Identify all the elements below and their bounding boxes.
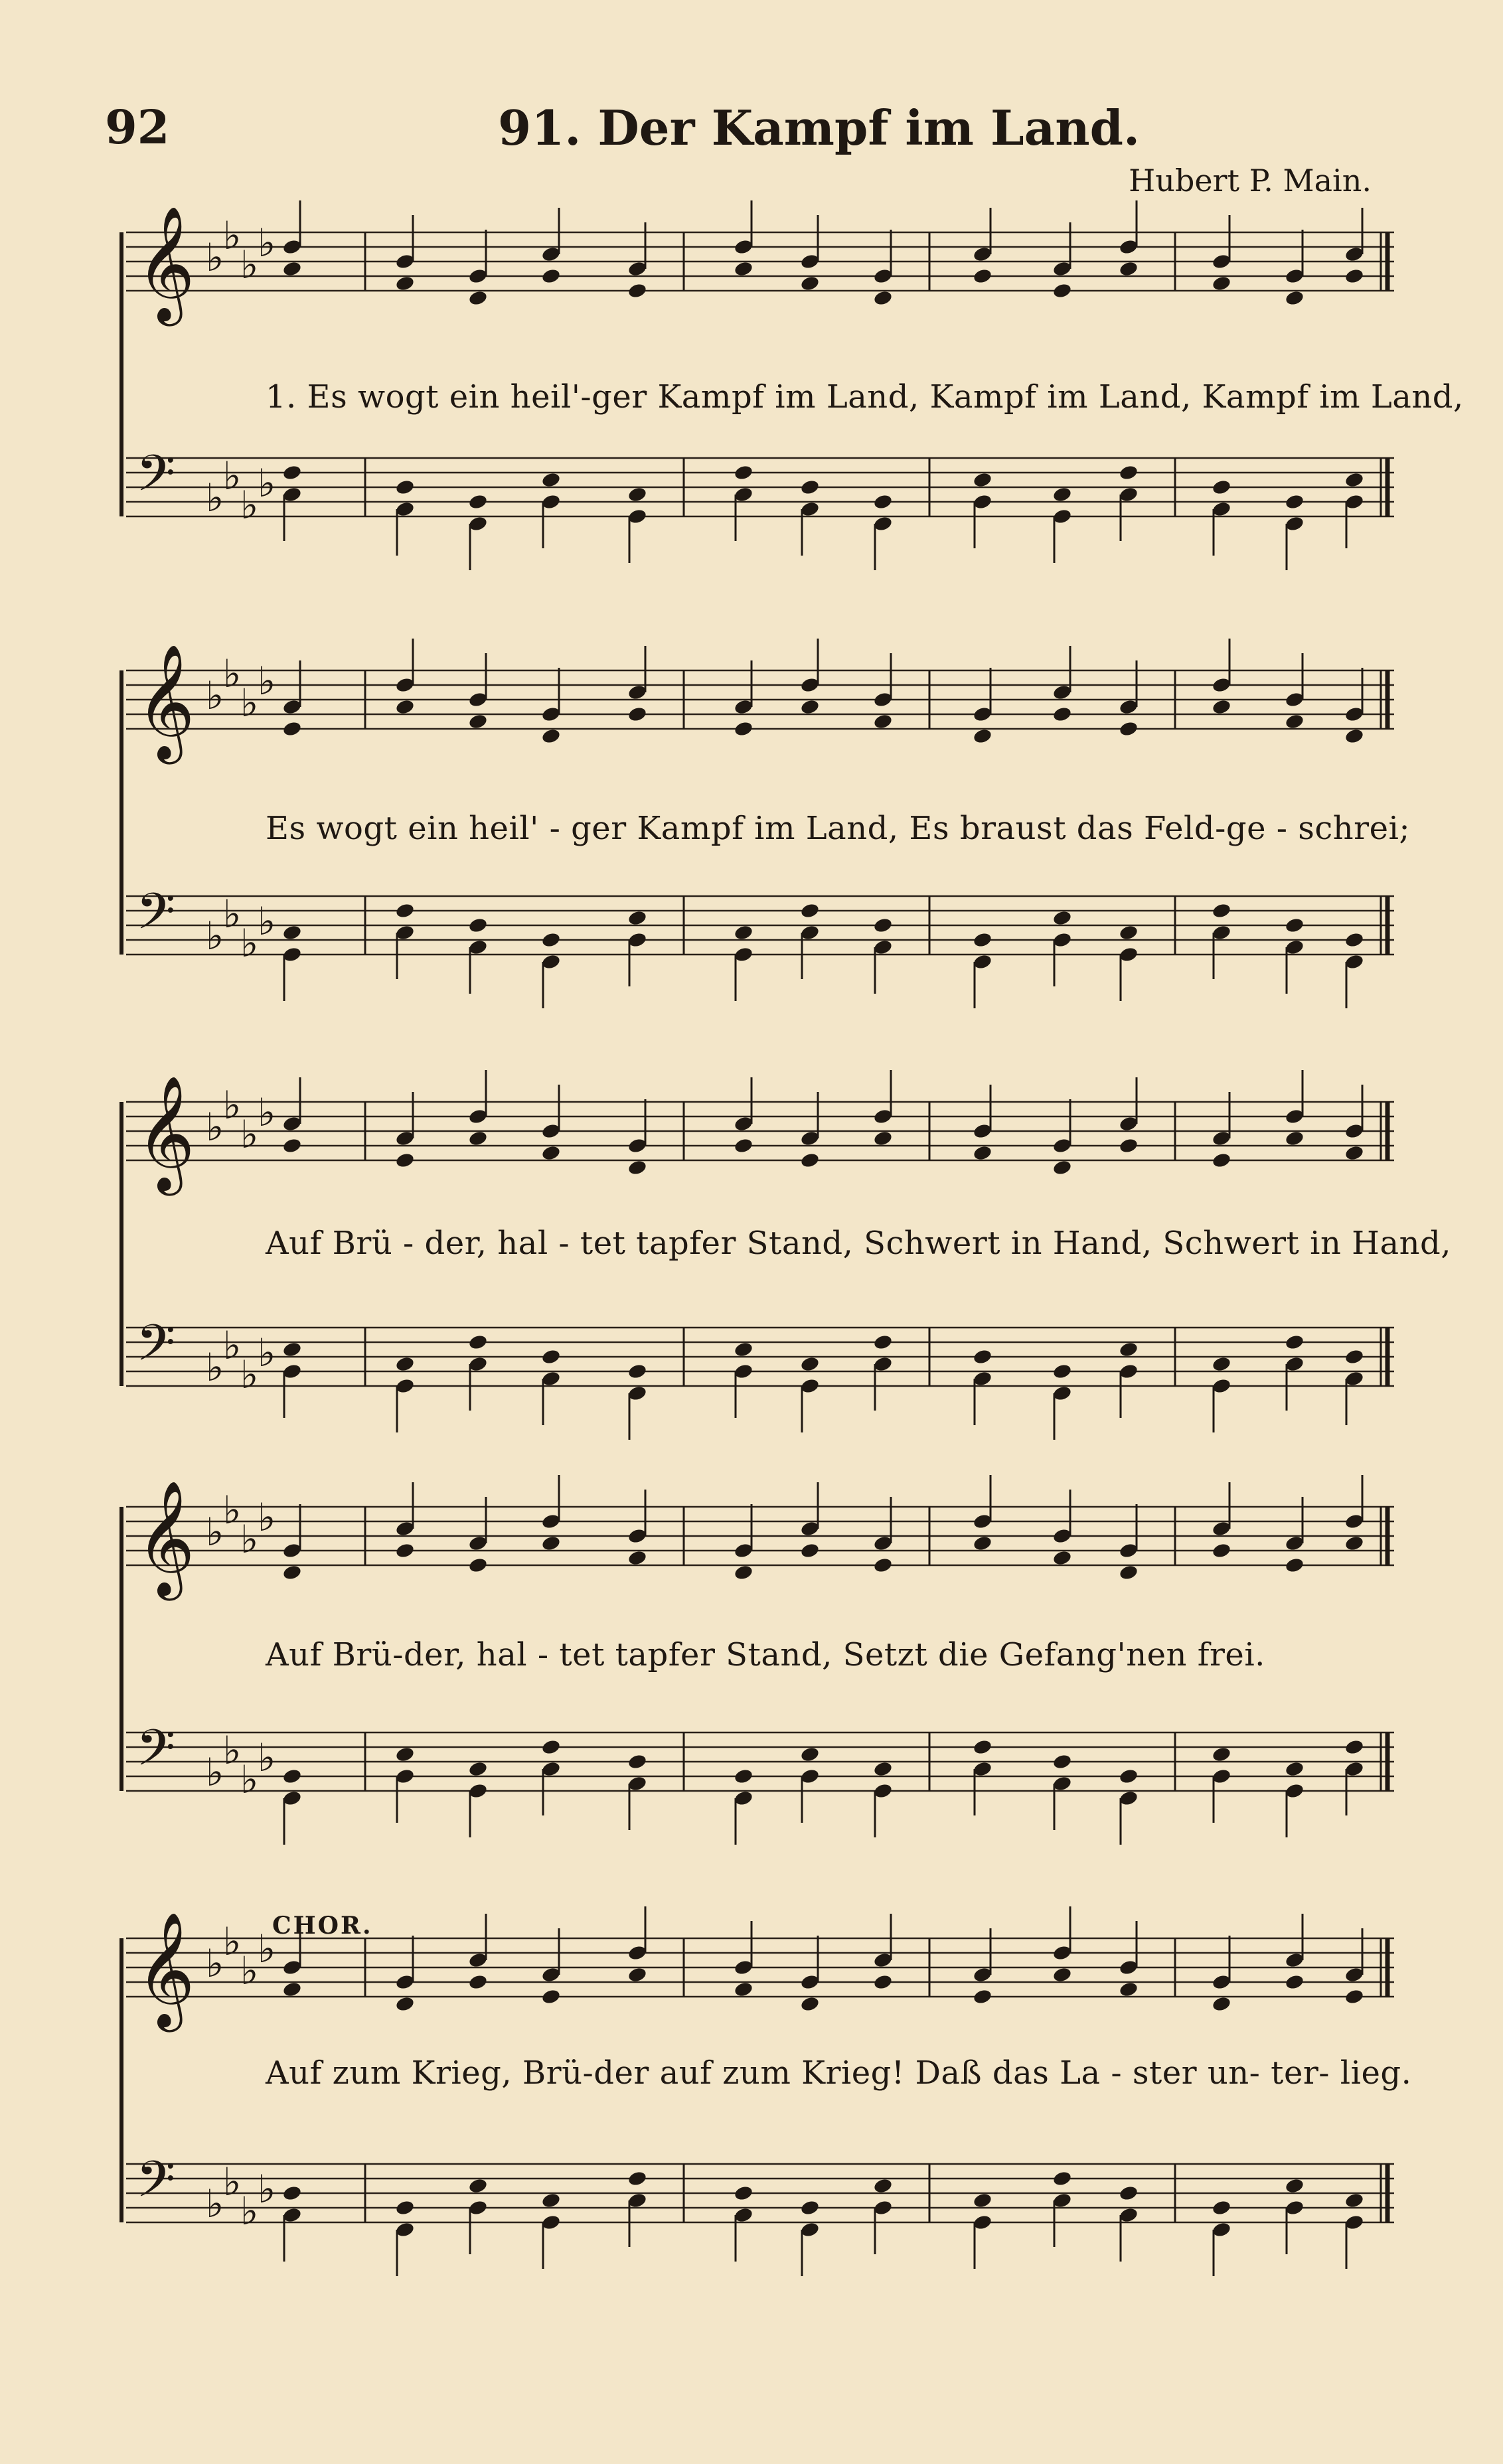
- treble-clef-icon: 𝄞: [136, 1075, 195, 1191]
- notehead: [1285, 1557, 1305, 1574]
- notehead: [541, 2192, 562, 2209]
- notehead: [1119, 1137, 1139, 1154]
- notehead: [734, 464, 754, 481]
- notehead: [282, 1981, 303, 1998]
- flat-icon: ♭: [240, 1112, 259, 1157]
- notehead: [734, 1341, 754, 1358]
- composer-credit: Hubert P. Main.: [1129, 163, 1372, 198]
- notehead: [873, 289, 894, 307]
- notehead: [873, 493, 894, 510]
- treble-clef-icon: 𝄞: [136, 644, 195, 759]
- notehead: [468, 1973, 489, 1991]
- notehead: [873, 1557, 894, 1574]
- notehead: [395, 1542, 416, 1559]
- notehead: [1285, 493, 1305, 510]
- flat-icon: ♭: [223, 1728, 242, 1773]
- notehead: [1052, 1549, 1073, 1567]
- notehead: [1285, 1334, 1305, 1351]
- flat-icon: ♭: [206, 475, 224, 520]
- notehead: [800, 275, 821, 292]
- notehead: [873, 1334, 894, 1351]
- notehead: [627, 282, 648, 299]
- flat-icon: ♭: [240, 2189, 259, 2234]
- notehead: [973, 1988, 993, 2005]
- notehead: [1212, 1995, 1232, 2013]
- notehead: [973, 471, 993, 489]
- lyric-line: Auf Brü-der, hal - tet tapfer Stand, Setzt die Gefang'nen frei.: [266, 1636, 1265, 1673]
- flat-icon: ♭: [223, 453, 242, 499]
- notehead: [1212, 1542, 1232, 1559]
- notehead: [1212, 479, 1232, 496]
- notehead: [973, 268, 993, 285]
- notehead: [873, 1973, 894, 1991]
- notehead: [282, 1137, 303, 1154]
- staff-notation: [106, 1480, 1407, 1852]
- lyric-line: Es wogt ein heil' - ger Kampf im Land, Es braust das Feld-ge - schrei;: [266, 810, 1411, 847]
- notehead: [873, 917, 894, 934]
- notehead: [1285, 917, 1305, 934]
- notehead: [1344, 1738, 1365, 1756]
- notehead: [1052, 1966, 1073, 1983]
- notehead: [395, 2199, 416, 2216]
- notehead: [468, 917, 489, 934]
- notehead: [1119, 1564, 1139, 1581]
- notehead: [282, 260, 303, 277]
- notehead: [973, 2192, 993, 2209]
- flat-icon: ♭: [258, 1090, 276, 1135]
- flat-icon: ♭: [240, 1757, 259, 1802]
- notehead: [800, 698, 821, 716]
- flat-icon: ♭: [223, 651, 242, 696]
- notehead: [627, 486, 648, 503]
- notehead: [1285, 1130, 1305, 1147]
- lyric-line: 1. Es wogt ein heil'-ger Kampf im Land, Kampf im Land, Kampf im Land,: [266, 378, 1464, 416]
- notehead: [734, 1137, 754, 1154]
- notehead: [541, 1738, 562, 1756]
- notehead: [1344, 1535, 1365, 1552]
- flat-icon: ♭: [258, 899, 276, 944]
- notehead: [1119, 2185, 1139, 2202]
- flat-icon: ♭: [258, 1735, 276, 1780]
- flat-icon: ♭: [240, 921, 259, 966]
- flat-icon: ♭: [240, 1948, 259, 1993]
- notehead: [800, 902, 821, 919]
- notehead: [541, 268, 562, 285]
- flat-icon: ♭: [206, 1345, 224, 1390]
- notehead: [800, 1152, 821, 1169]
- flat-icon: ♭: [258, 1926, 276, 1971]
- notehead: [973, 728, 993, 745]
- page-number: 92: [105, 100, 170, 155]
- notehead: [1212, 2199, 1232, 2216]
- notehead: [1285, 713, 1305, 730]
- system-bracket: [119, 1102, 123, 1386]
- notehead: [1285, 1760, 1305, 1778]
- notehead: [734, 1981, 754, 1998]
- staff-notation: [106, 1075, 1451, 1447]
- notehead: [468, 1557, 489, 1574]
- flat-icon: ♭: [258, 2167, 276, 2212]
- music-system-2: [106, 644, 1411, 1016]
- notehead: [873, 713, 894, 730]
- system-bracket: [119, 232, 123, 516]
- notehead: [873, 2177, 894, 2194]
- notehead: [1052, 282, 1073, 299]
- notehead: [1285, 2177, 1305, 2194]
- notehead: [1119, 464, 1139, 481]
- notehead: [282, 924, 303, 941]
- bass-clef-icon: 𝄢: [136, 2150, 176, 2221]
- notehead: [541, 471, 562, 489]
- chor-label: CHOR.: [272, 1912, 373, 1940]
- notehead: [734, 720, 754, 737]
- notehead: [873, 1130, 894, 1147]
- notehead: [468, 289, 489, 307]
- notehead: [1212, 698, 1232, 716]
- flat-icon: ♭: [258, 658, 276, 704]
- notehead: [627, 2170, 648, 2187]
- bass-clef-icon: 𝄢: [136, 1719, 176, 1790]
- flat-icon: ♭: [258, 220, 276, 266]
- flat-icon: ♭: [206, 1941, 224, 1986]
- notehead: [282, 1564, 303, 1581]
- notehead: [395, 275, 416, 292]
- notehead: [1052, 1363, 1073, 1380]
- notehead: [627, 706, 648, 723]
- notehead: [1344, 1144, 1365, 1162]
- notehead: [734, 1564, 754, 1581]
- bass-clef-icon: 𝄢: [136, 444, 176, 515]
- flat-icon: ♭: [223, 891, 242, 937]
- notehead: [1052, 486, 1073, 503]
- notehead: [1344, 1988, 1365, 2005]
- notehead: [541, 1988, 562, 2005]
- notehead: [1212, 1746, 1232, 1763]
- notehead: [1212, 902, 1232, 919]
- notehead: [1344, 728, 1365, 745]
- flat-icon: ♭: [240, 1352, 259, 1397]
- notehead: [734, 1768, 754, 1785]
- notehead: [627, 909, 648, 927]
- flat-icon: ♭: [223, 1083, 242, 1128]
- flat-icon: ♭: [240, 483, 259, 528]
- notehead: [973, 1348, 993, 1365]
- notehead: [1119, 260, 1139, 277]
- notehead: [395, 698, 416, 716]
- notehead: [973, 1738, 993, 1756]
- hymn-title: 91. Der Kampf im Land.: [498, 100, 1141, 156]
- notehead: [973, 1144, 993, 1162]
- notehead: [1212, 275, 1232, 292]
- flat-icon: ♭: [206, 2181, 224, 2226]
- notehead: [1344, 1348, 1365, 1365]
- notehead: [468, 1130, 489, 1147]
- notehead: [800, 479, 821, 496]
- flat-icon: ♭: [206, 1105, 224, 1150]
- notehead: [468, 2177, 489, 2194]
- notehead: [468, 1334, 489, 1351]
- flat-icon: ♭: [206, 235, 224, 280]
- notehead: [734, 260, 754, 277]
- flat-icon: ♭: [258, 1495, 276, 1540]
- flat-icon: ♭: [206, 913, 224, 959]
- system-bracket: [119, 1507, 123, 1791]
- music-system-1: [106, 206, 1464, 578]
- notehead: [468, 713, 489, 730]
- notehead: [1344, 2192, 1365, 2209]
- notehead: [800, 2199, 821, 2216]
- notehead: [734, 2185, 754, 2202]
- flat-icon: ♭: [223, 213, 242, 258]
- notehead: [541, 1348, 562, 1365]
- treble-clef-icon: 𝄞: [136, 1480, 195, 1596]
- flat-icon: ♭: [258, 1330, 276, 1375]
- flat-icon: ♭: [223, 1488, 242, 1533]
- system-bracket: [119, 670, 123, 955]
- bass-clef-icon: 𝄢: [136, 882, 176, 953]
- flat-icon: ♭: [206, 1509, 224, 1555]
- notehead: [627, 1549, 648, 1567]
- lyric-line: Auf zum Krieg, Brü-der auf zum Krieg! Daß das La - ster un- ter- lieg.: [266, 2054, 1412, 2092]
- notehead: [734, 924, 754, 941]
- notehead: [1344, 471, 1365, 489]
- notehead: [1344, 268, 1365, 285]
- notehead: [873, 1760, 894, 1778]
- notehead: [282, 464, 303, 481]
- notehead: [1052, 909, 1073, 927]
- notehead: [1212, 1355, 1232, 1373]
- notehead: [1119, 1981, 1139, 1998]
- notehead: [395, 1152, 416, 1169]
- notehead: [282, 1768, 303, 1785]
- bass-clef-icon: 𝄢: [136, 1314, 176, 1385]
- notehead: [1052, 706, 1073, 723]
- treble-clef-icon: 𝄞: [136, 206, 195, 321]
- notehead: [1119, 924, 1139, 941]
- flat-icon: ♭: [223, 2159, 242, 2204]
- flat-icon: ♭: [258, 461, 276, 506]
- notehead: [800, 1542, 821, 1559]
- flat-icon: ♭: [240, 680, 259, 726]
- notehead: [627, 1966, 648, 1983]
- notehead: [282, 1341, 303, 1358]
- music-system-4: [106, 1480, 1407, 1852]
- notehead: [468, 1760, 489, 1778]
- notehead: [395, 1355, 416, 1373]
- notehead: [800, 1355, 821, 1373]
- notehead: [541, 1535, 562, 1552]
- notehead: [1119, 1341, 1139, 1358]
- notehead: [627, 1753, 648, 1770]
- notehead: [282, 2185, 303, 2202]
- notehead: [1119, 720, 1139, 737]
- notehead: [395, 479, 416, 496]
- flat-icon: ♭: [206, 673, 224, 718]
- notehead: [1052, 2170, 1073, 2187]
- notehead: [282, 720, 303, 737]
- notehead: [800, 1746, 821, 1763]
- notehead: [1119, 1768, 1139, 1785]
- notehead: [627, 1363, 648, 1380]
- notehead: [1052, 1159, 1073, 1176]
- notehead: [541, 1144, 562, 1162]
- flat-icon: ♭: [206, 1750, 224, 1795]
- music-system-3: [106, 1075, 1451, 1447]
- flat-icon: ♭: [223, 1919, 242, 1964]
- notehead: [395, 1746, 416, 1763]
- notehead: [973, 931, 993, 949]
- notehead: [800, 1995, 821, 2013]
- notehead: [1285, 1973, 1305, 1991]
- flat-icon: ♭: [240, 1517, 259, 1562]
- notehead: [1344, 931, 1365, 949]
- lyric-line: Auf Brü - der, hal - tet tapfer Stand, Schwert in Hand, Schwert in Hand,: [266, 1225, 1451, 1262]
- music-system-5: [106, 1912, 1412, 2283]
- notehead: [627, 1159, 648, 1176]
- notehead: [395, 1995, 416, 2013]
- flat-icon: ♭: [240, 242, 259, 287]
- treble-clef-icon: 𝄞: [136, 1912, 195, 2027]
- notehead: [541, 931, 562, 949]
- system-bracket: [119, 1938, 123, 2222]
- flat-icon: ♭: [223, 1323, 242, 1368]
- notehead: [395, 902, 416, 919]
- notehead: [973, 1535, 993, 1552]
- notehead: [468, 493, 489, 510]
- notehead: [1212, 1152, 1232, 1169]
- notehead: [1052, 1753, 1073, 1770]
- notehead: [1285, 289, 1305, 307]
- notehead: [541, 728, 562, 745]
